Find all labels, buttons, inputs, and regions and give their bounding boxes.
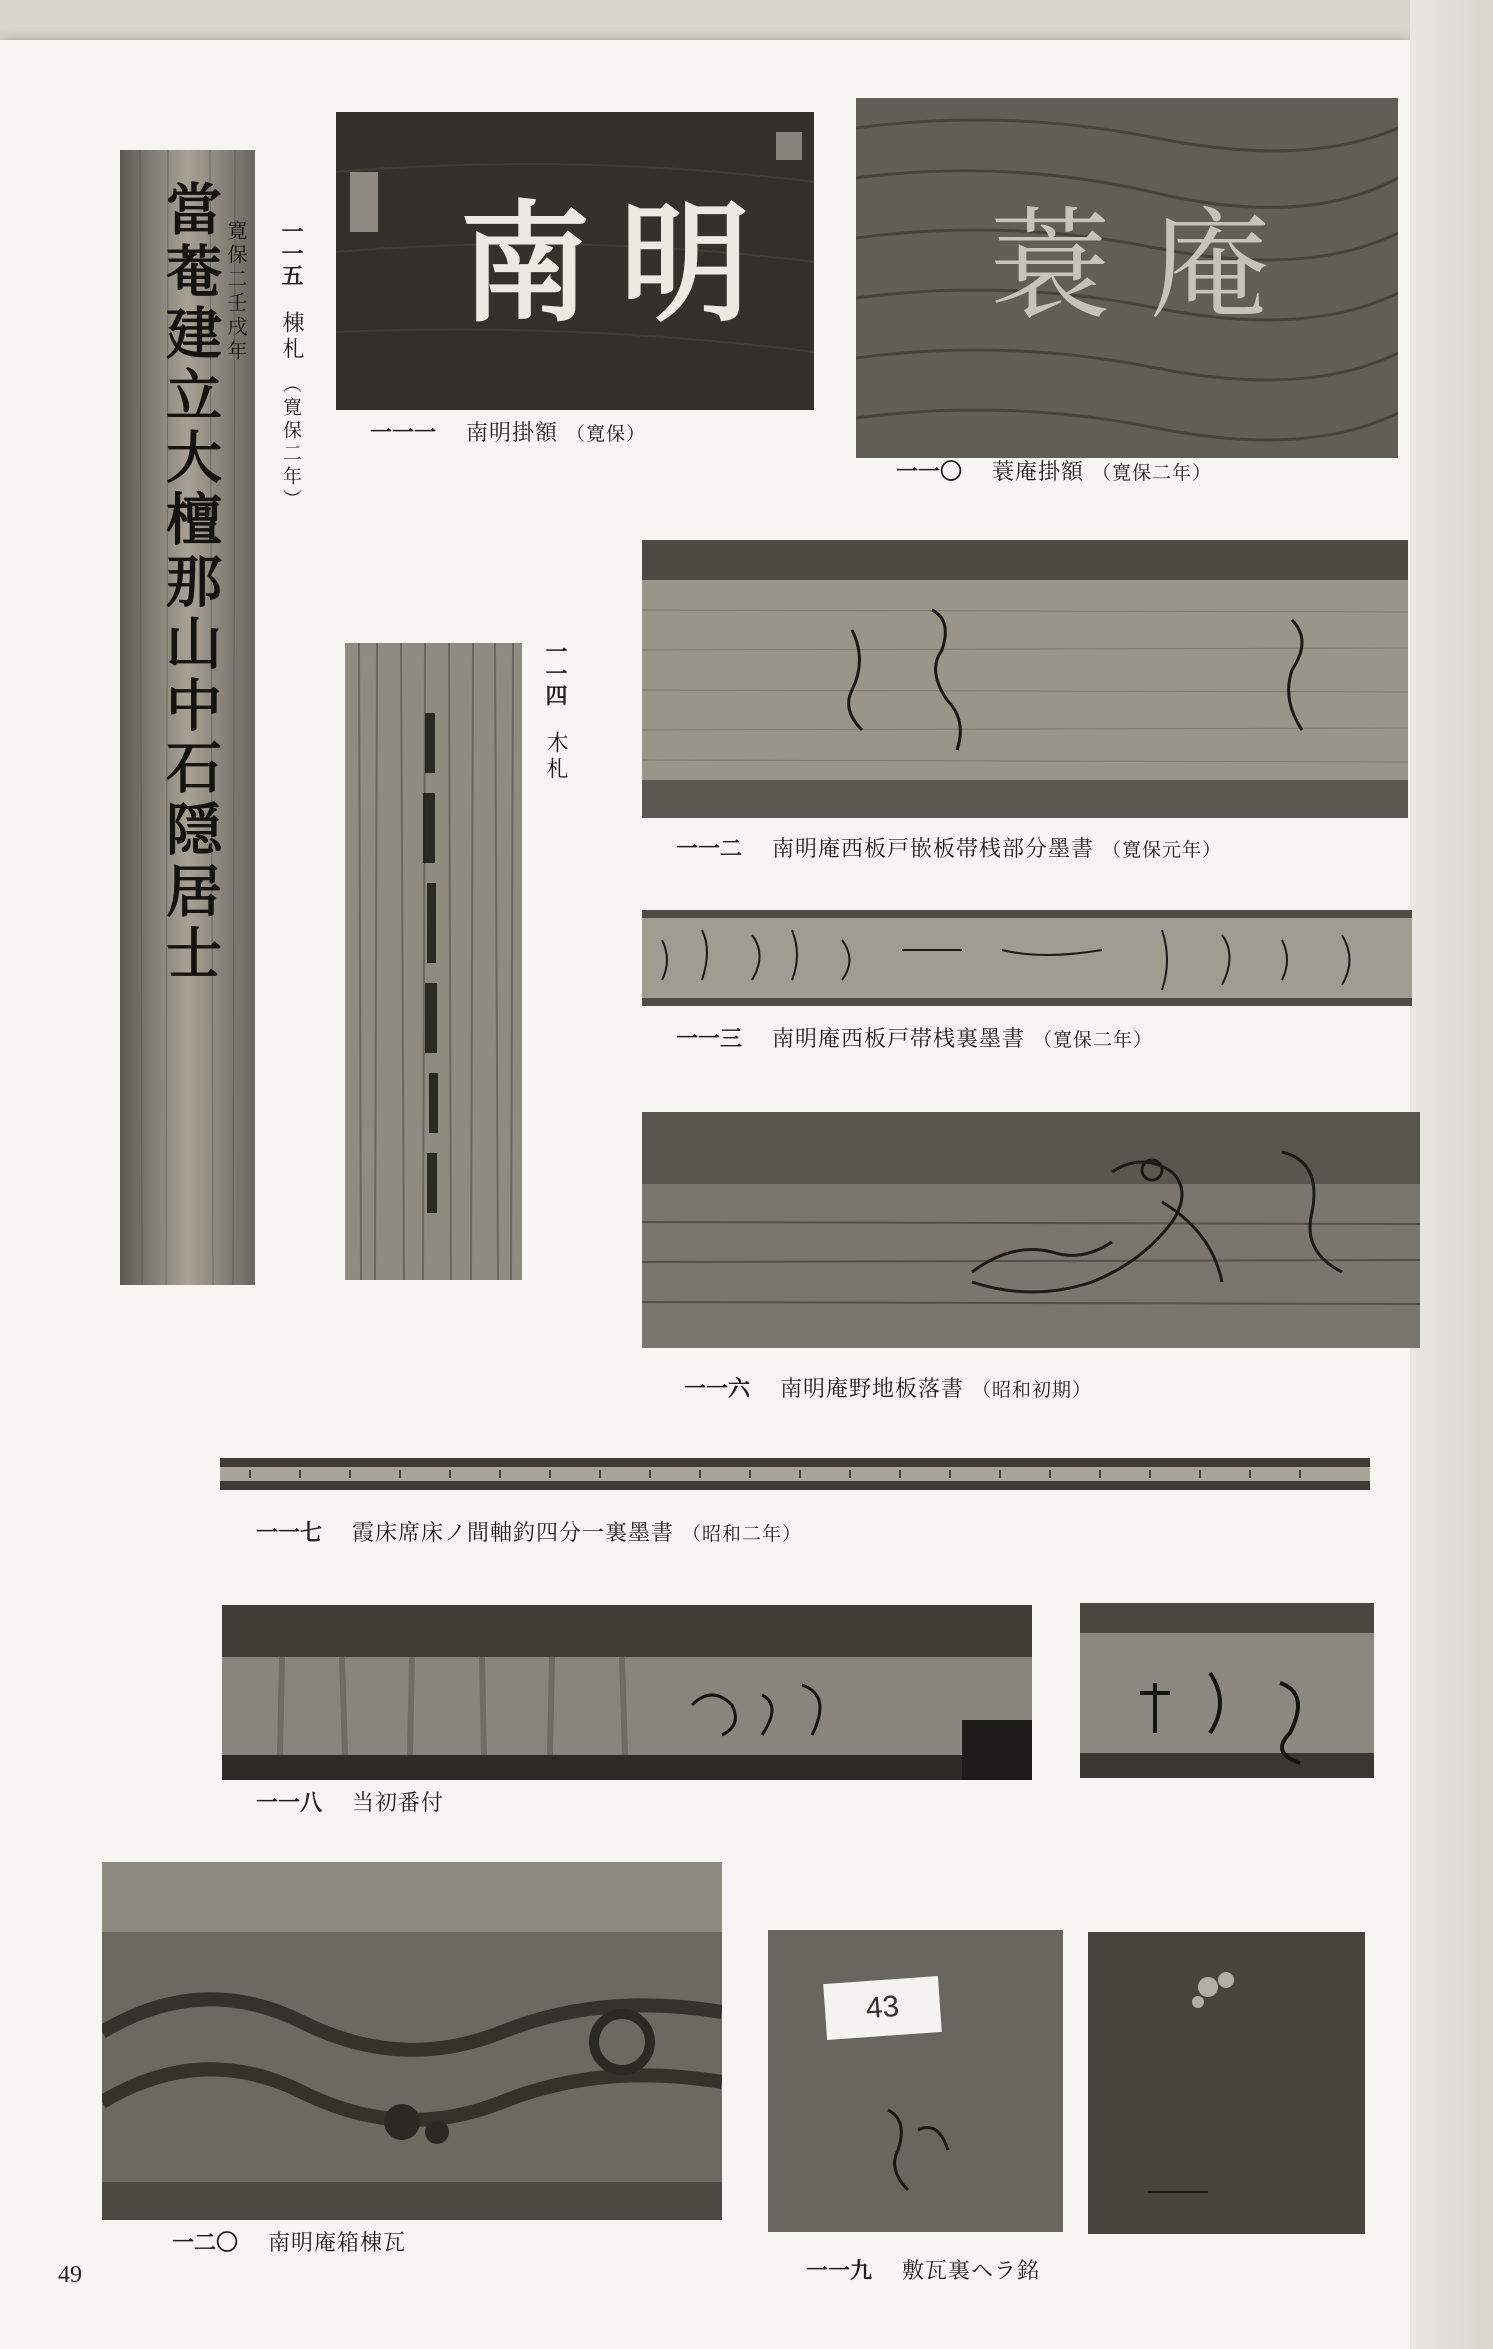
caption-note: （昭和初期）: [972, 1379, 1093, 1401]
caption-note: （寛保元年）: [1102, 839, 1223, 861]
caption-114: [540, 640, 571, 783]
caption-number: 一一八: [256, 1790, 323, 1816]
caption-title: 蓑庵掛額: [992, 460, 1085, 485]
caption-number: 一一〇: [896, 459, 963, 485]
tag-number: 43: [864, 1989, 901, 2026]
page-edge: [1410, 0, 1493, 2349]
tag-label: [823, 1976, 942, 2040]
caption-117: [256, 1516, 802, 1547]
inscription-date: 寛保二壬戌年: [224, 220, 248, 364]
caption-111: [370, 416, 646, 447]
photo-roof-tile: [102, 1862, 722, 2220]
photo-116: [642, 1112, 1420, 1348]
caption-title: 敷瓦裏ヘラ銘: [902, 2259, 1041, 2284]
caption-note: （寛保二年）: [280, 374, 302, 512]
caption-116: [684, 1372, 1092, 1403]
photo-113: [642, 910, 1412, 1006]
photo-118-right: [1080, 1603, 1374, 1778]
caption-number: 一二〇: [172, 2230, 239, 2256]
caption-110: [896, 455, 1212, 486]
caption-title: 南明庵西板戸帯桟裏墨書: [772, 1027, 1026, 1052]
caption-title: 霞床席床ノ間軸釣四分一裏墨書: [352, 1521, 675, 1546]
photo-floor-tile-front: [768, 1930, 1063, 2232]
photo-117: [220, 1458, 1370, 1490]
caption-number: 一一九: [806, 2258, 873, 2284]
caption-note: （昭和二年）: [682, 1523, 803, 1545]
photo-floor-tile-back: [1088, 1932, 1365, 2234]
caption-number: 一一四: [542, 640, 568, 706]
caption-note: （寛保）: [566, 423, 647, 445]
caption-number: 一一一: [370, 420, 437, 446]
photo-118-left: [222, 1605, 1032, 1780]
plaque-110-text: [990, 170, 1310, 342]
caption-title: 南明庵西板戸嵌板帯桟部分墨書: [772, 837, 1095, 862]
caption-title: 南明庵箱棟瓦: [268, 2231, 407, 2256]
caption-number: 一一二: [676, 836, 743, 862]
plaque-characters: 南明: [460, 187, 781, 340]
caption-115: [276, 220, 307, 512]
caption-number: 一一五: [278, 220, 304, 286]
caption-113: [676, 1022, 1153, 1053]
caption-number: 一一三: [676, 1026, 743, 1052]
plaque-111-text: [460, 160, 780, 347]
caption-title: 棟札: [279, 311, 304, 363]
munafuda-date: [222, 220, 251, 364]
inscription-text: 當菴建立大檀那山中石隠居士: [157, 180, 223, 986]
caption-112: [676, 832, 1222, 863]
photo-kifuda: [345, 643, 522, 1280]
plaque-characters: 蓑庵: [990, 197, 1310, 336]
caption-118: [256, 1786, 444, 1817]
caption-note: （寛保二年）: [1092, 462, 1213, 484]
caption-119: [806, 2254, 1040, 2285]
munafuda-inscription: [150, 180, 230, 986]
caption-title: 木札: [543, 731, 568, 783]
caption-120: [172, 2226, 406, 2257]
caption-number: 一一六: [684, 1376, 751, 1402]
caption-number: 一一七: [256, 1520, 323, 1546]
caption-title: 当初番付: [352, 1791, 445, 1816]
caption-title: 南明掛額: [466, 421, 559, 446]
caption-title: 南明庵野地板落書: [780, 1377, 965, 1402]
photo-112: [642, 540, 1408, 818]
caption-note: （寛保二年）: [1033, 1029, 1154, 1051]
page-number: 49: [58, 2262, 82, 2288]
